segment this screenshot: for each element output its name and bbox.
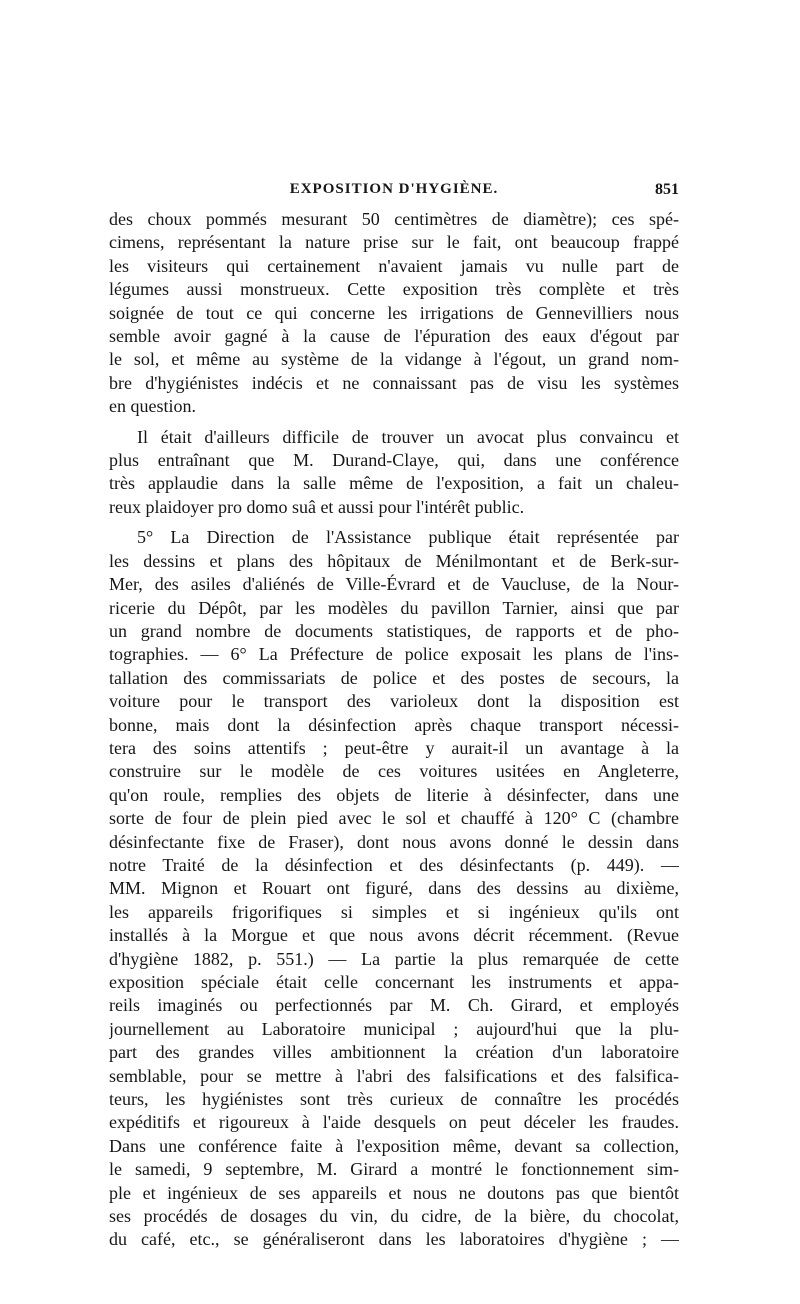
- text-line: cimens, représentant la nature prise sur le fait, ont beaucoup frappé: [109, 232, 679, 253]
- text-line: désinfectante fixe de Fraser), dont nous avons donné le dessin dans: [109, 831, 679, 852]
- text-line: d'hygiène 1882, p. 551.) — La partie la plus remarquée de cette: [109, 948, 679, 969]
- text-line: les appareils frigorifiques si simples et si ingénieux qu'ils ont: [109, 901, 679, 922]
- text-line: semblable, pour se mettre à l'abri des falsifications et des falsifica-: [109, 1065, 679, 1086]
- text-line: le sol, et même au système de la vidange à l'égout, un grand nom-: [109, 349, 679, 370]
- text-line: des choux pommés mesurant 50 centimètres de diamètre); ces spé-: [109, 209, 679, 229]
- text-line: bonne, mais dont la désinfection après chaque transport nécessi-: [109, 714, 679, 735]
- paragraph-2: [109, 426, 679, 520]
- text-line: Il était d'ailleurs difficile de trouver un avocat plus convaincu et: [137, 426, 679, 447]
- text-line: tographies. — 6° La Préfecture de police exposait les plans de l'ins-: [109, 644, 679, 665]
- text-line: MM. Mignon et Rouart ont figuré, dans des dessins au dixième,: [109, 878, 679, 899]
- text-line: soignée de tout ce qui concerne les irrigations de Gennevilliers nous: [109, 302, 679, 323]
- text-line: exposition spéciale était celle concernant les instruments et appa-: [109, 972, 679, 992]
- text-line: un grand nombre de documents statistiques, de rapports et de pho-: [109, 620, 679, 641]
- text-line: plus entraînant que M. Durand-Claye, qui, dans une conférence: [109, 450, 679, 471]
- text-line: ricerie du Dépôt, par les modèles du pavillon Tarnier, ainsi que par: [109, 597, 679, 618]
- text-line: journellement au Laboratoire municipal ; aujourd'hui que la plu-: [109, 1018, 679, 1039]
- text-line: tera des soins attentifs ; peut-être y aurait-il un avantage à la: [109, 737, 679, 758]
- text-line: les visiteurs qui certainement n'avaient jamais vu nulle part de: [109, 255, 679, 276]
- paragraph-3: [109, 526, 679, 1252]
- text-line: les dessins et plans des hôpitaux de Ménilmontant et de Berk-sur-: [109, 550, 679, 571]
- text-line: expéditifs et rigoureux à l'aide desquels on peut déceler les fraudes.: [109, 1112, 679, 1133]
- text-line: reux plaidoyer pro domo suâ et aussi pour l'intérêt public.: [109, 496, 525, 517]
- text-line: installés à la Morgue et que nous avons décrit récemment. (Revue: [109, 925, 679, 946]
- text-line: Mer, des asiles d'aliénés de Ville-Évrard et de Vaucluse, de la Nour-: [109, 574, 679, 595]
- text-line: bre d'hygiénistes indécis et ne connaissant pas de visu les systèmes: [109, 372, 679, 393]
- text-line: qu'on roule, remplies des objets de literie à désinfecter, dans une: [109, 784, 679, 805]
- text-line: le samedi, 9 septembre, M. Girard a montré le fonctionnement sim-: [109, 1159, 679, 1180]
- text-line: ple et ingénieux de ses appareils et nous ne doutons pas que bientôt: [109, 1182, 679, 1203]
- running-title: EXPOSITION D'HYGIÈNE.: [289, 181, 499, 197]
- text-line: teurs, les hygiénistes sont très curieux de connaître les procédés: [109, 1089, 679, 1110]
- text-line: voiture pour le transport des varioleux dont la disposition est: [109, 691, 679, 712]
- text-line: légumes aussi monstrueux. Cette exposition très complète et très: [109, 279, 679, 300]
- text-line: reils imaginés ou perfectionnés par M. Ch. Girard, et employés: [109, 995, 679, 1016]
- text-line: notre Traité de la désinfection et des désinfectants (p. 449). —: [109, 854, 679, 875]
- body-text: [109, 208, 679, 1252]
- text-line: en question.: [109, 396, 196, 417]
- text-line: construire sur le modèle de ces voitures usitées en Angleterre,: [109, 761, 679, 782]
- text-line: du café, etc., se généraliseront dans les laboratoires d'hygiène ; —: [109, 1229, 679, 1250]
- text-line: Dans une conférence faite à l'exposition même, devant sa collection,: [109, 1135, 679, 1156]
- page-header: [109, 181, 679, 203]
- text-line: semble avoir gagné à la cause de l'épuration des eaux d'égout par: [109, 326, 679, 347]
- text-line: part des grandes villes ambitionnent la création d'un laboratoire: [109, 1042, 679, 1063]
- text-line: très applaudie dans la salle même de l'exposition, a fait un chaleu-: [109, 473, 679, 494]
- text-line: tallation des commissariats de police et des postes de secours, la: [109, 667, 679, 688]
- book-page: [109, 0, 679, 1304]
- text-line: 5° La Direction de l'Assistance publique était représentée par: [137, 527, 679, 548]
- paragraph-1: [109, 208, 679, 419]
- text-line: sorte de four de plein pied avec le sol et chauffé à 120° C (chambre: [109, 808, 679, 829]
- text-line: ses procédés de dosages du vin, du cidre, de la bière, du chocolat,: [109, 1206, 679, 1227]
- page-number: 851: [655, 181, 679, 198]
